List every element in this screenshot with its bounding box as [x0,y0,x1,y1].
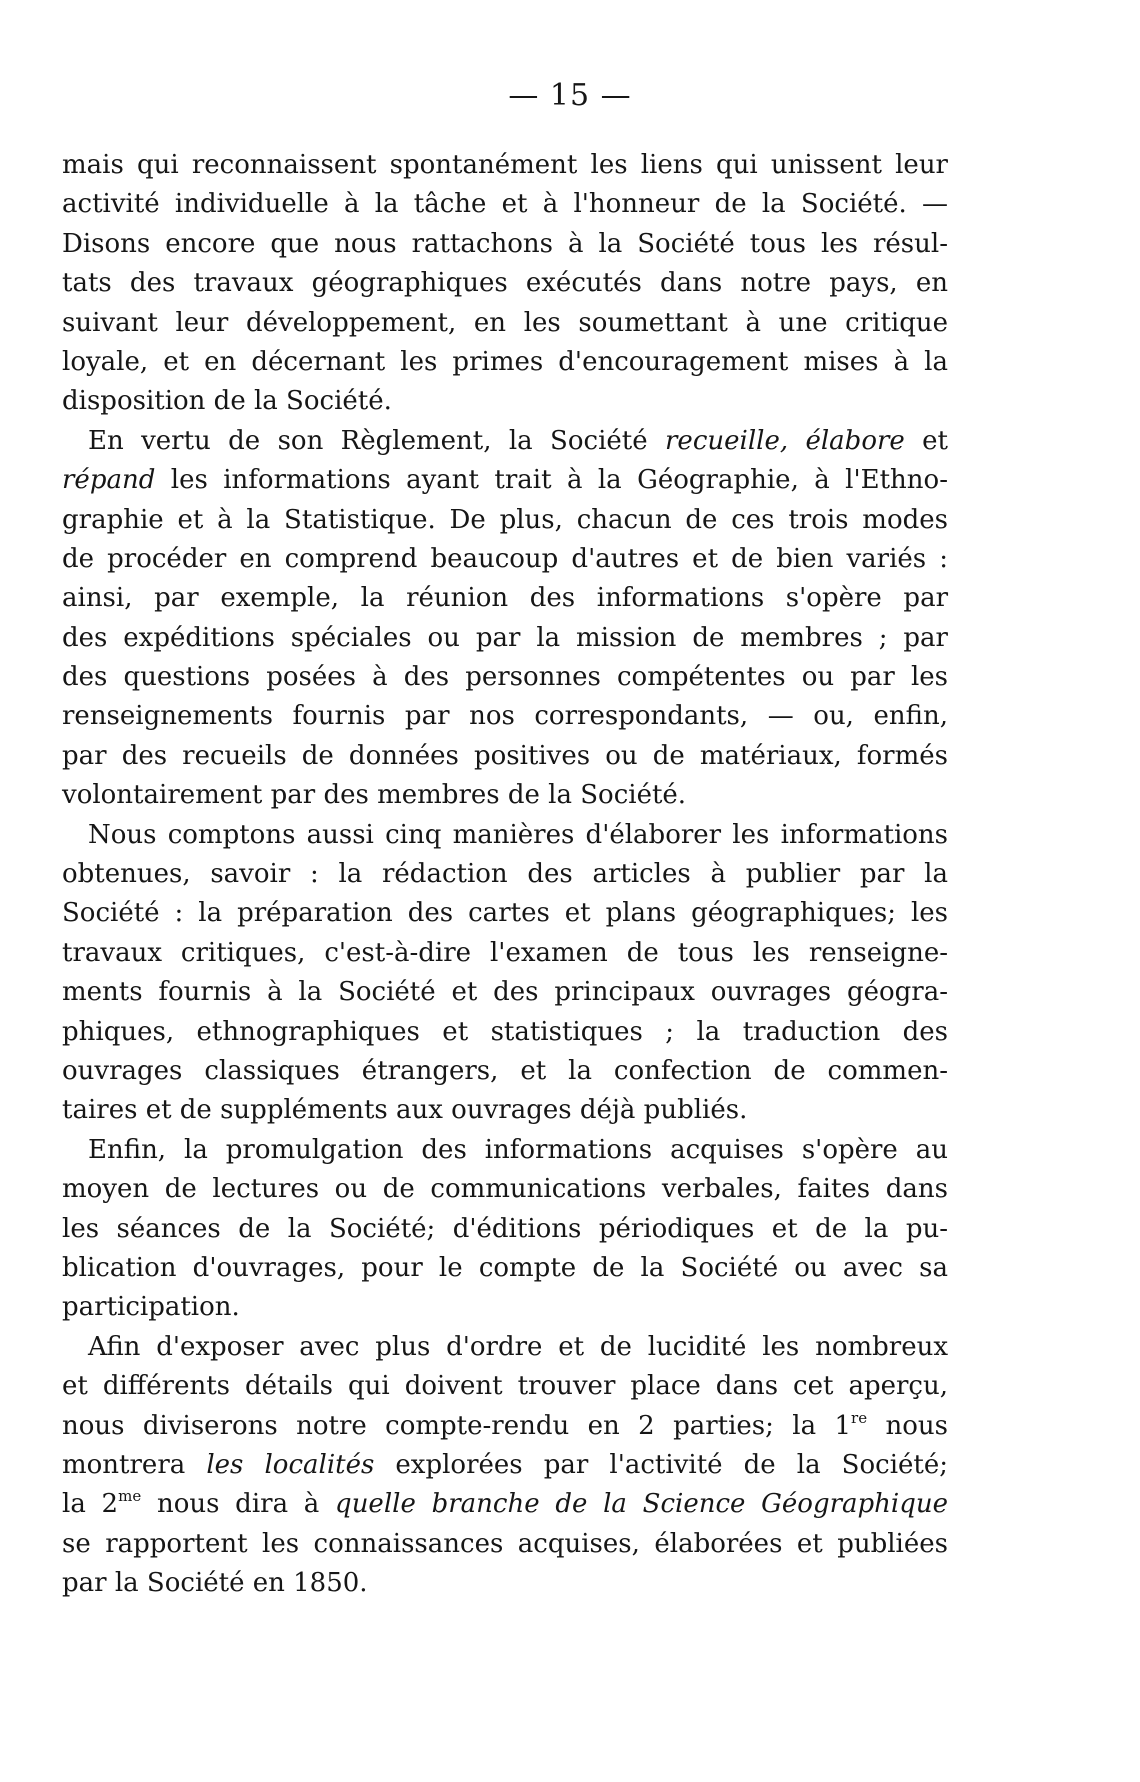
italic-text: quelle branche de la Science Géographique [335,1489,949,1520]
text-line: moyen de lectures ou de communications verbales, faites dans [62,1174,948,1205]
text-line: suivant leur développement, en les soumettant à une critique [62,307,948,338]
text-line: mais qui reconnaissent spontanément les liens qui unissent leur [62,150,948,180]
text-line: des questions posées à des personnes compétentes ou par les [62,662,948,693]
text-line: phiques, ethnographiques et statistiques ; la traduction des [62,1016,948,1047]
superscript: me [118,1487,142,1506]
italic-text: les localités [206,1449,375,1480]
text-line: ainsi, par exemple, la réunion des informations s'opère par [62,583,948,614]
text-line: ouvrages classiques étrangers, et la confection de commen- [62,1055,948,1086]
text-line: travaux critiques, c'est-à-dire l'examen de tous les renseigne- [62,937,948,968]
text-line: participation. [62,1292,240,1323]
text-line: En vertu de son Règlement, la Société recueille, élabore et [88,425,949,456]
text-line: montrera les localités explorées par l'activité de la Société; [62,1449,948,1480]
text-line: tats des travaux géographiques exécutés dans notre pays, en [62,268,948,299]
text-line: volontairement par des membres de la Société. [62,780,687,811]
body-text [62,146,948,1603]
page-number: — 15 — [508,78,632,113]
text-line: la $2^{me}$ nous dira à quelle branche de la Science Géographique [62,1487,949,1520]
text-line: obtenues, savoir : la rédaction des articles à publier par la [62,859,948,890]
paragraph [62,1131,948,1328]
text-line: activité individuelle à la tâche et à l'honneur de la Société. — [62,189,948,220]
text-line: Disons encore que nous rattachons à la Société tous les résul- [62,228,948,259]
text-line: par la Société en 1850. [62,1568,368,1599]
text-line: blication d'ouvrages, pour le compte de la Société ou avec sa [62,1252,948,1283]
text-line: graphie et à la Statistique. De plus, chacun de ces trois modes [62,504,948,535]
text-line: de procéder en comprend beaucoup d'autres et de bien variés : [62,543,948,574]
italic-text: recueille, élabore [665,425,905,456]
text-line: Enfin, la promulgation des informations acquises s'opère au [88,1134,948,1165]
paragraph [62,1328,948,1604]
text-line: se rapportent les connaissances acquises, élaborées et publiées [62,1528,948,1559]
text-line: nous diviserons notre compte-rendu en 2 parties; la 1re nous [62,1408,948,1441]
text-line: Société : la préparation des cartes et plans géographiques; les [62,898,948,929]
text-line: et différents détails qui doivent trouver place dans cet aperçu, [62,1371,948,1402]
superscript: re [851,1408,868,1427]
text-line: répand les informations ayant trait à la Géographie, à l'Ethno- [62,465,948,496]
text-line: les séances de la Société; d'éditions périodiques et de la pu- [62,1213,948,1244]
text-line: renseignements fournis par nos correspondants, — ou, enfin, [62,701,948,732]
text-line: des expéditions spéciales ou par la mission de membres ; par [62,622,948,653]
paragraph [62,146,948,422]
text-line: ments fournis à la Société et des principaux ouvrages géogra- [62,977,948,1008]
text-line: Nous comptons aussi cinq manières d'élaborer les informations [88,819,948,850]
italic-text: répand [62,465,156,496]
text-line: par des recueils de données positives ou de matériaux, formés [62,740,948,771]
text-line: taires et de suppléments aux ouvrages déjà publiés. [62,1095,748,1126]
text-line: Afin d'exposer avec plus d'ordre et de lucidité les nombreux [88,1331,948,1362]
text-line: loyale, et en décernant les primes d'encouragement mises à la [62,346,948,377]
paragraph [62,422,948,816]
text-line: disposition de la Société. [62,386,392,417]
paragraph [62,816,948,1131]
